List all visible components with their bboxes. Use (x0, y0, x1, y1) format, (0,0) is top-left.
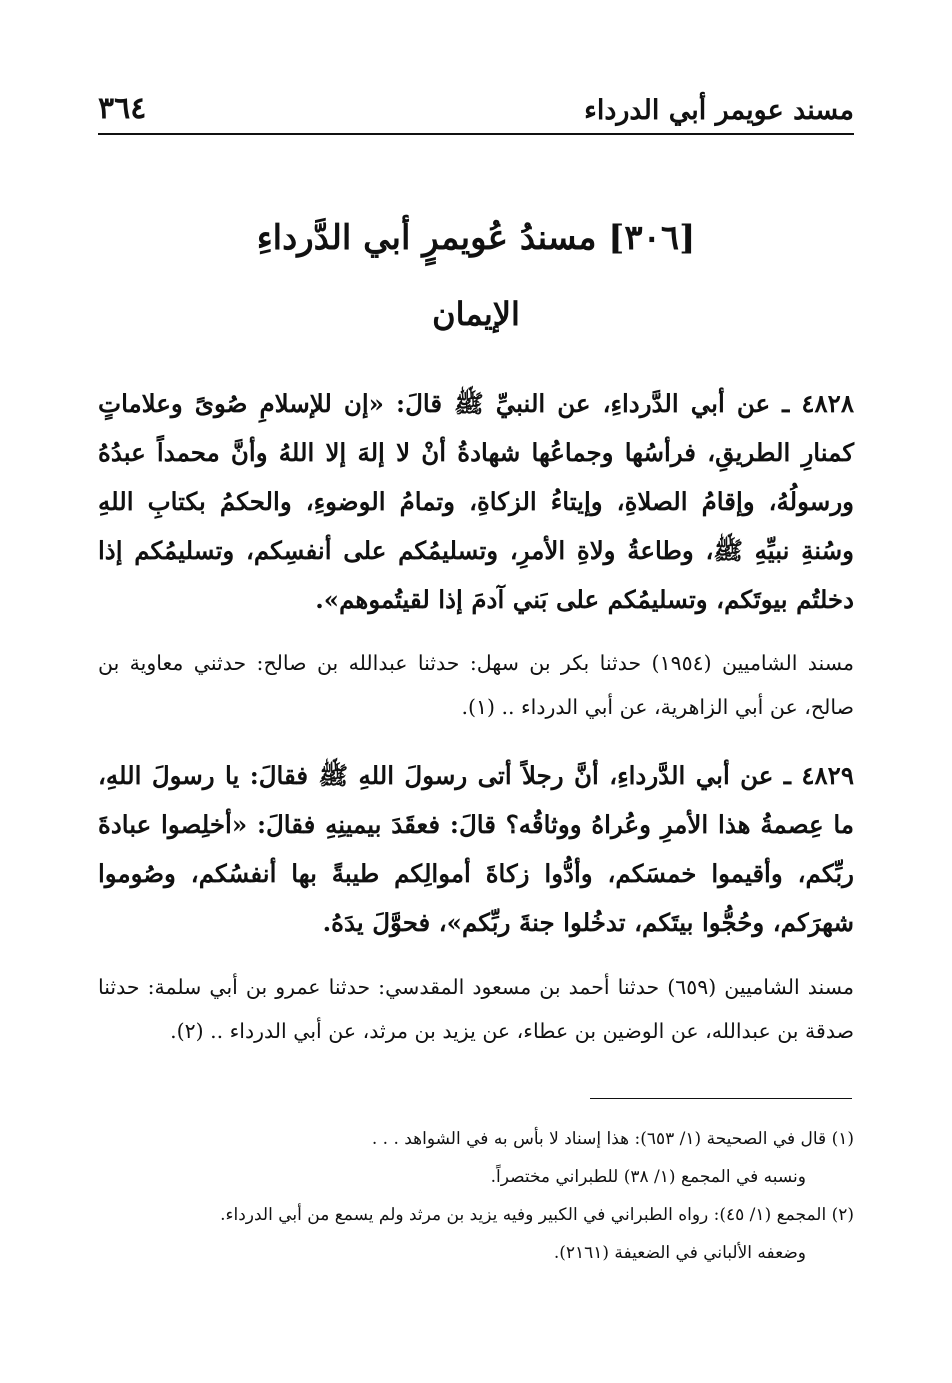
hadith-4828: ٤٨٢٨ ـ عن أبي الدَّرداءِ، عن النبيِّ ﷺ قالَ: «إن للإسلامِ صُوىً وعلاماتٍ كمنارِ الطريقِ، فرأسُها وجماعُها شهادةُ أنْ لا إلهَ إلا اللهُ وأنَّ محمداً عبدُهُ ورسولُهُ، وإقامُ الصلاةِ، وإيتاءُ الزكاةِ، وتمامُ الوضوءِ، والحكمُ بكتابِ اللهِ وسُنةِ نبيِّهِ ﷺ، وطاعةُ ولاةِ الأمرِ، وتسليمُكم على أنفسِكم، وتسليمُكم إذا دخلتُم بيوتَكم، وتسليمُكم على بَني آدمَ إذا لقيتُموهم». (98, 388, 854, 614)
page-number: ٣٦٤ (98, 91, 147, 126)
section-title: الإيمان (432, 295, 520, 333)
footnote-divider (590, 1098, 852, 1099)
source-reference-4828: مسند الشاميين (١٩٥٤) حدثنا بكر بن سهل: حدثنا عبدالله بن صالح: حدثني معاوية بن صالح، عن أبي الزاهرية، عن أبي الدرداء .. (١). (98, 650, 854, 719)
hadith-4829: ٤٨٢٩ ـ عن أبي الدَّرداءِ، أنَّ رجلاً أتى رسولَ اللهِ ﷺ فقالَ: يا رسولَ اللهِ، ما عِصمةُ هذا الأمرِ وعُراهُ ووثاقُه؟ قالَ: فعقَدَ بيمينِهِ فقالَ: «أخلِصوا عبادةَ ربِّكم، وأقيموا خمسَكم، وأدُّوا زكاةَ أموالِكم طيبةً بها أنفسُكم، وصُوموا شهرَكم، وحُجُّوا بيتَكم، تدخُلوا جنةَ ربِّكم»، فحوَّلَ يدَهُ. (98, 760, 854, 937)
footnote-1: (١) قال في الصحيحة (١/ ٦٥٣): هذا إسناد لا بأس به في الشواهد . . . (371, 1129, 854, 1149)
source-reference-4829: مسند الشاميين (٦٥٩) حدثنا أحمد بن مسعود المقدسي: حدثنا عمرو بن أبي سلمة: حدثنا صدقة بن عبدالله، عن الوضين بن عطاء، عن يزيد بن مرثد، عن أبي الدرداء .. (٢). (98, 974, 854, 1043)
footnote-2-continuation: وضعفه الألباني في الضعيفة (٢١٦١). (553, 1243, 806, 1263)
musnad-title: [٣٠٦] مسندُ عُويمرٍ أبي الدَّرداءِ (256, 218, 696, 258)
running-header-title: مسند عويمر أبي الدرداء (584, 95, 854, 126)
footnotes (98, 1120, 854, 1272)
footnote-1-continuation: ونسبه في المجمع (١/ ٣٨) للطبراني مختصراً. (490, 1167, 806, 1187)
footnote-2: (٢) المجمع (١/ ٤٥): رواه الطبراني في الكبير وفيه يزيد بن مرثد ولم يسمع من أبي الدرداء. (220, 1205, 854, 1225)
header-divider (98, 133, 854, 135)
running-header (98, 84, 854, 126)
